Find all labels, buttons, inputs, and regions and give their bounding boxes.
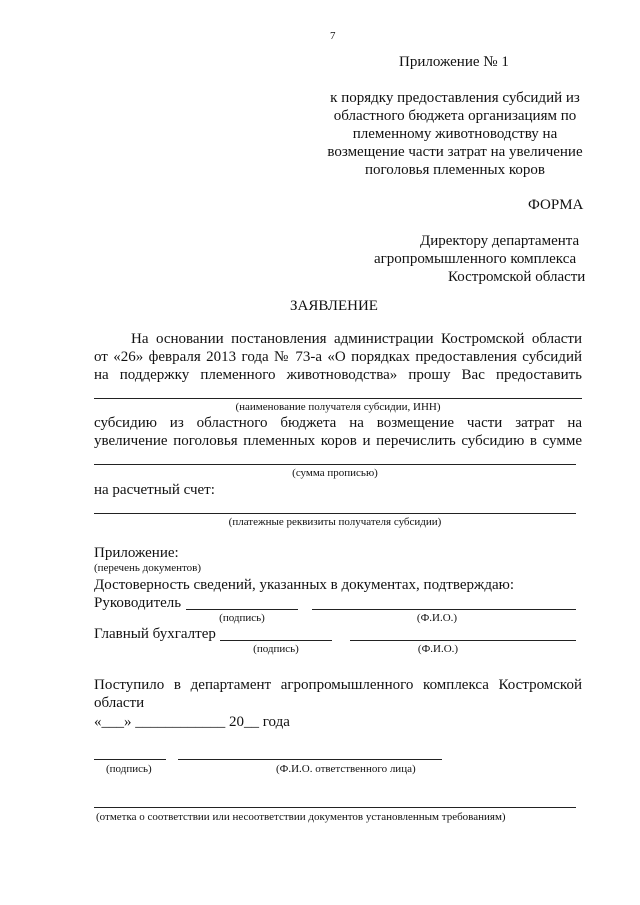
accountant-name-line[interactable]: [350, 640, 576, 641]
amount-words-caption: (сумма прописью): [292, 467, 378, 479]
addressee-line-3: Костромской области: [448, 269, 586, 285]
confirmation-text: Достоверность сведений, указанных в документах, подтверждаю:: [94, 577, 515, 593]
body-line-2: от «26» февраля 2013 года № 73-а «О порядках предоставления субсидий: [94, 349, 582, 365]
accountant-signature-line[interactable]: [220, 640, 332, 641]
accountant-signature-caption: (подпись): [253, 643, 299, 655]
body-line-4: субсидию из областного бюджета на возмещение части затрат на: [94, 415, 582, 431]
responsible-signature-line[interactable]: [94, 759, 166, 760]
head-signature-line[interactable]: [186, 609, 298, 610]
head-label: Руководитель: [94, 595, 182, 611]
addressee-line-1: Директору департамента: [420, 233, 580, 249]
body-line-1: На основании постановления администрации Костромской области: [131, 331, 582, 347]
received-line-1: Поступило в департамент агропромышленного комплекса Костромской: [94, 677, 582, 693]
statement-heading: ЗАЯВЛЕНИЕ: [290, 298, 378, 314]
form-label: ФОРМА: [528, 197, 584, 213]
appendix-title: Приложение № 1: [399, 54, 509, 70]
compliance-note-caption: (отметка о соответствии или несоответствии документов установленным требованиям): [96, 811, 506, 823]
body-line-5: увеличение поголовья племенных коров и перечислить субсидию в сумме: [94, 433, 582, 449]
appendix-line-3: племенному животноводству на: [352, 126, 558, 142]
accountant-label: Главный бухгалтер: [94, 626, 216, 642]
received-line-2: области: [94, 695, 145, 711]
head-name-line[interactable]: [312, 609, 576, 610]
appendix-line-5: поголовья племенных коров: [365, 162, 545, 178]
head-name-caption: (Ф.И.О.): [416, 612, 458, 624]
attachment-label: Приложение:: [94, 545, 179, 561]
responsible-name-line[interactable]: [178, 759, 442, 760]
account-label: на расчетный счет:: [94, 482, 215, 498]
payment-details-line[interactable]: [94, 513, 576, 514]
responsible-name-caption: (Ф.И.О. ответственного лица): [276, 763, 416, 775]
responsible-signature-caption: (подпись): [106, 763, 152, 775]
head-signature-caption: (подпись): [219, 612, 265, 624]
body-line-3: на поддержку племенного животноводства» прошу Вас предоставить: [94, 367, 582, 383]
recipient-name-caption: (наименование получателя субсидии, ИНН): [235, 401, 441, 413]
accountant-name-caption: (Ф.И.О.): [417, 643, 459, 655]
page-number: 7: [330, 30, 336, 42]
addressee-line-2: агропромышленного комплекса: [374, 251, 577, 267]
appendix-line-1: к порядку предоставления субсидий из: [330, 90, 580, 106]
recipient-name-line[interactable]: [94, 398, 582, 399]
appendix-line-2: областного бюджета организациям по: [333, 108, 577, 124]
compliance-note-line[interactable]: [94, 807, 576, 808]
appendix-line-4: возмещение части затрат на увеличение: [327, 144, 583, 160]
attachment-caption: (перечень документов): [94, 562, 201, 574]
received-date[interactable]: «___» ____________ 20__ года: [94, 714, 290, 730]
amount-words-line[interactable]: [94, 464, 576, 465]
payment-details-caption: (платежные реквизиты получателя субсидии): [228, 516, 442, 528]
